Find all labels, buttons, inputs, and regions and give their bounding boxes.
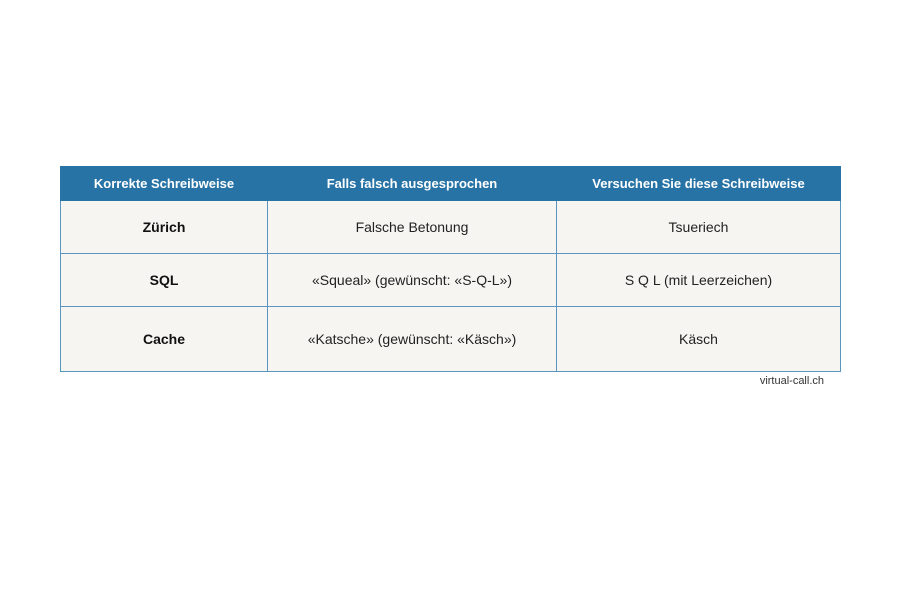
cell-word: Cache — [61, 307, 268, 372]
cell-word: SQL — [61, 254, 268, 307]
table-row — [61, 201, 841, 254]
cell-suggested-spelling: S Q L (mit Leerzeichen) — [557, 254, 841, 307]
table-row — [61, 254, 841, 307]
cell-suggested-spelling: Käsch — [557, 307, 841, 372]
table-header-row — [61, 167, 841, 201]
table-row — [61, 307, 841, 372]
header-try-spelling: Versuchen Sie diese Schreibweise — [557, 167, 841, 201]
header-if-mispronounced: Falls falsch ausgesprochen — [268, 167, 557, 201]
cell-mispronunciation: Falsche Betonung — [268, 201, 557, 254]
cell-word: Zürich — [61, 201, 268, 254]
cell-mispronunciation: «Squeal» (gewünscht: «S-Q-L») — [268, 254, 557, 307]
source-credit: virtual-call.ch — [759, 375, 824, 387]
cell-suggested-spelling: Tsueriech — [557, 201, 841, 254]
pronunciation-table — [60, 166, 841, 372]
header-correct-spelling: Korrekte Schreibweise — [61, 167, 268, 201]
cell-mispronunciation: «Katsche» (gewünscht: «Käsch») — [268, 307, 557, 372]
